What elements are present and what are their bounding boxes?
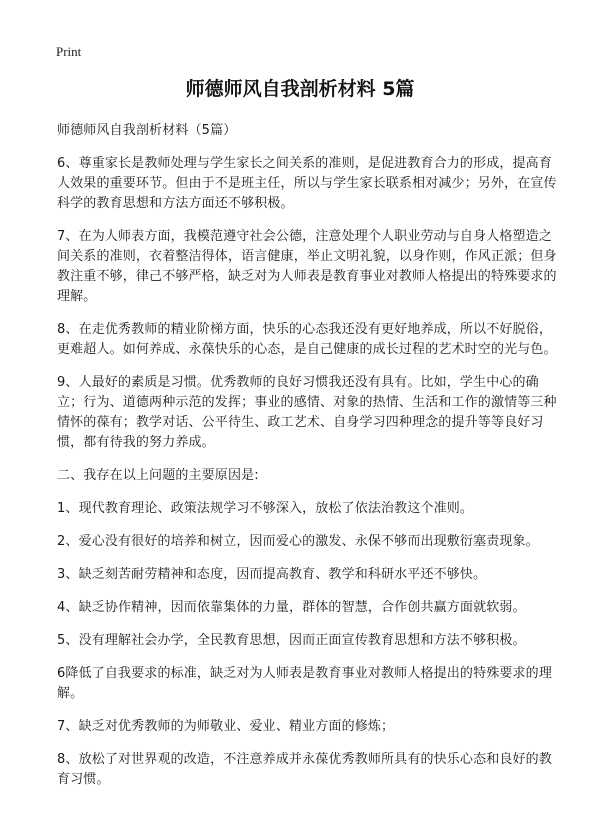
- print-link[interactable]: Print: [56, 44, 82, 59]
- paragraph-9: 9、人最好的素质是习惯。优秀教师的良好习惯我还没有具有。比如，学生中心的确立；行为、道德两种示范的发挥；事业的感情、对象的热情、生活和工作的激情等三种情怀的葆有；教学对话、公平待生、政工艺术、自身学习四种理念的提升等等良好习惯，都有待我的努力养成。: [57, 375, 557, 450]
- document-body: [57, 121, 557, 803]
- document-title: 师德师风自我剖析材料 5篇: [185, 78, 415, 100]
- reason-7: 7、缺乏对优秀教师的为师敬业、爱业、精业方面的修炼；: [57, 719, 395, 734]
- reason-2: 2、爱心没有很好的培养和树立，因而爱心的激发、永保不够而出现敷衍塞责现象。: [57, 534, 539, 549]
- reason-8: 8、放松了对世界观的改造，不注意养成并永葆优秀教师所具有的快乐心态和良好的教育习惯。: [57, 752, 552, 787]
- subtitle-paragraph: 师德师风自我剖析材料（5篇）: [57, 123, 237, 138]
- paragraph-7: 7、在为人师表方面，我模范遵守社会公德，注意处理个人职业劳动与自身人格塑造之间关系的准则，衣着整洁得体，语言健康，举止文明礼貌，以身作则，作风正派；但身教注重不够，律己不够严格，缺乏对为人师表是教育事业对教师人格提出的特殊要求的理解。: [57, 229, 557, 304]
- section-heading-reasons: 二、我存在以上问题的主要原因是:: [57, 468, 259, 483]
- paragraph-8: 8、在走优秀教师的精业阶梯方面，快乐的心态我还没有更好地养成，所以不好脱俗，更难超人。如何养成、永葆快乐的心态，是自己健康的成长过程的艺术时空的光与色。: [57, 322, 557, 357]
- reason-5: 5、没有理解社会办学，全民教育思想，因而正面宣传教育思想和方法不够积极。: [57, 633, 526, 648]
- reason-1: 1、现代教育理论、政策法规学习不够深入，放松了依法治教这个准则。: [57, 501, 474, 516]
- paragraph-6: 6、尊重家长是教师处理与学生家长之间关系的准则，是促进教育合力的形成，提高育人效果的重要环节。但由于不是班主任，所以与学生家长联系相对减少；另外，在宣传科学的教育思想和方法方面还不够积极。: [57, 156, 557, 211]
- reason-3: 3、缺乏刻苦耐劳精神和态度，因而提高教育、教学和科研水平还不够快。: [57, 567, 487, 582]
- reason-6: 6降低了自我要求的标准，缺乏对为人师表是教育事业对教师人格提出的特殊要求的理解。: [57, 666, 552, 701]
- reason-4: 4、缺乏协作精神，因而依靠集体的力量，群体的智慧，合作创共赢方面就软弱。: [57, 600, 526, 615]
